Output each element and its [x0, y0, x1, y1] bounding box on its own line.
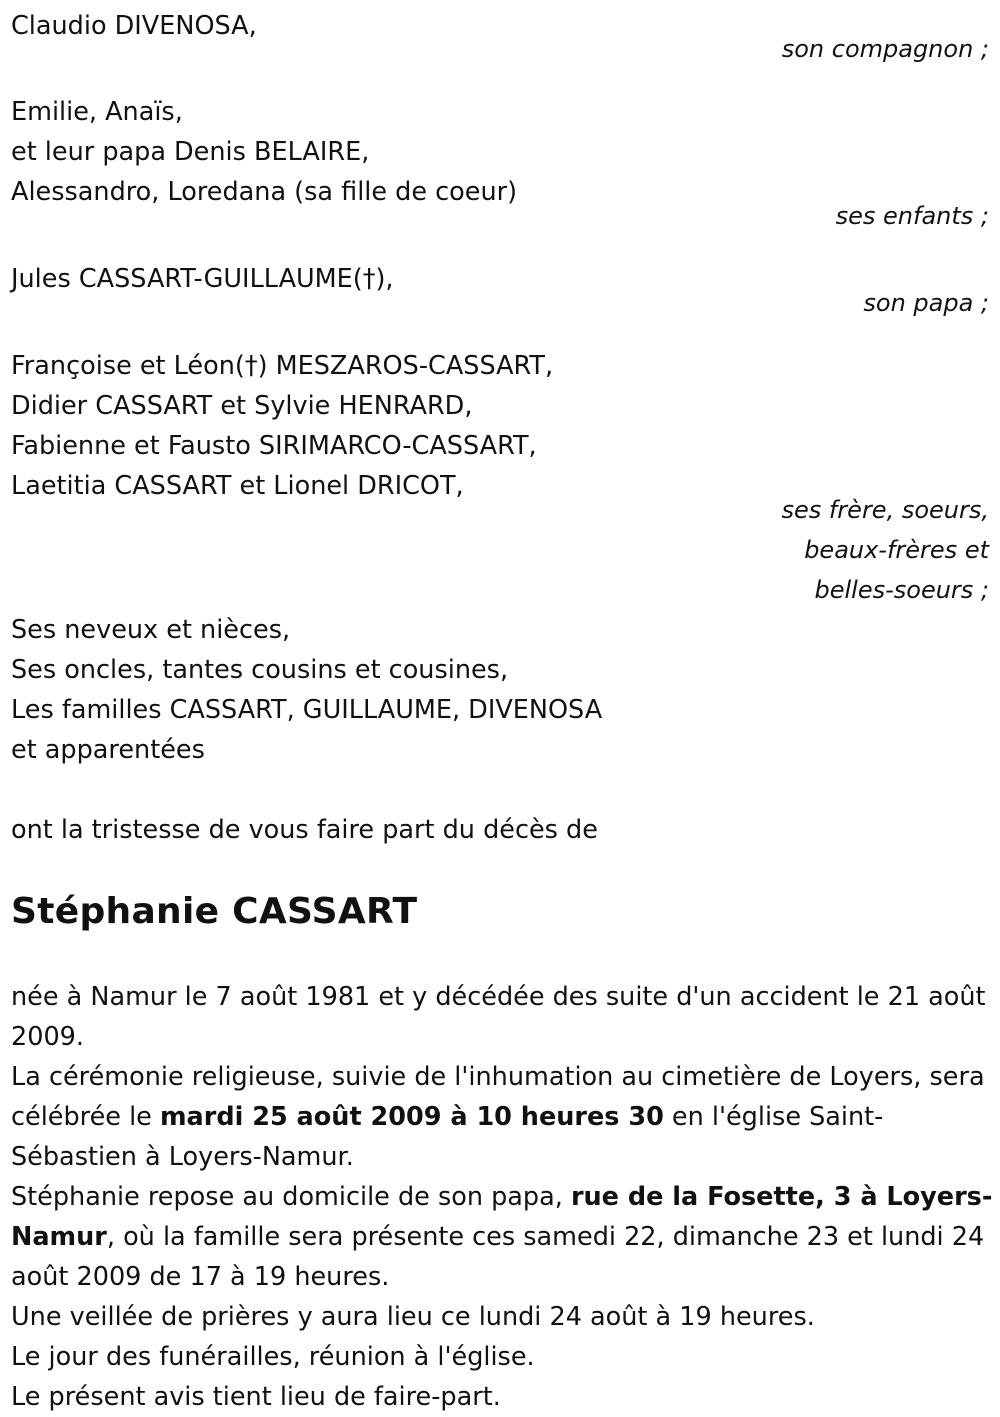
father-role: son papa ; [863, 289, 989, 317]
ceremony-text-post: en l'église Saint-Sébastien à Loyers-Namur. [11, 1102, 884, 1172]
siblings-line: Françoise et Léon(†) MESZAROS-CASSART, [11, 351, 554, 381]
siblings-role [11, 490, 991, 610]
siblings-line: Fabienne et Fausto SIRIMARCO-CASSART, [11, 431, 537, 461]
siblings-role-line: belles-soeurs ; [814, 576, 989, 604]
extended-family-line: Ses neveux et nièces, [11, 615, 291, 645]
extended-family-line: Les familles CASSART, GUILLAUME, DIVENOSA [11, 695, 603, 725]
ceremony-text-pre: La cérémonie religieuse, suivie de l'inhumation au cimetière de Loyers, sera célébrée le [11, 1062, 985, 1132]
companion-role: son compagnon ; [781, 35, 989, 63]
ceremony-text [11, 1057, 996, 1177]
deceased-name: Stéphanie CASSART [11, 891, 418, 932]
siblings-role-line: beaux-frères et [804, 536, 989, 564]
rest-address: rue de la Fosette, 3 à Loyers-Namur [11, 1182, 993, 1252]
meeting-text: Le jour des funérailles, réunion à l'église. [11, 1342, 535, 1372]
notice-text: Le présent avis tient lieu de faire-part. [11, 1382, 501, 1412]
announcement-intro: ont la tristesse de vous faire part du décès de [11, 815, 598, 845]
siblings-line: Laetitia CASSART et Lionel DRICOT, [11, 471, 464, 501]
spacer [11, 69, 991, 92]
obituary-notice [11, 6, 991, 1417]
siblings-line: Didier CASSART et Sylvie HENRARD, [11, 391, 473, 421]
companion-name: Claudio DIVENOSA, [11, 11, 257, 41]
children-line: Emilie, Anaïs, [11, 97, 183, 127]
children-line: Alessandro, Loredana (sa fille de coeur) [11, 177, 518, 207]
extended-family-line: et apparentées [11, 735, 205, 765]
rest-text-pre: Stéphanie repose au domicile de son papa, [11, 1182, 571, 1212]
spacer [11, 323, 991, 346]
spacer [11, 236, 991, 259]
ceremony-date: mardi 25 août 2009 à 10 heures 30 [159, 1102, 664, 1132]
siblings-role-line: ses frère, soeurs, [781, 496, 989, 524]
rest-text [11, 1177, 996, 1297]
children-line: et leur papa Denis BELAIRE, [11, 137, 370, 167]
vigil-text: Une veillée de prières y aura lieu ce lundi 24 août à 19 heures. [11, 1302, 815, 1332]
father-name: Jules CASSART-GUILLAUME(†), [11, 264, 394, 294]
rest-text-post: , où la famille sera présente ces samedi 22, dimanche 23 et lundi 24 août 2009 de 17 à 19 heures. [11, 1222, 985, 1292]
children-role: ses enfants ; [835, 202, 989, 230]
extended-family-line: Ses oncles, tantes cousins et cousines, [11, 655, 509, 685]
birth-death-text: née à Namur le 7 août 1981 et y décédée des suite d'un accident le 21 août 2009. [11, 982, 986, 1052]
